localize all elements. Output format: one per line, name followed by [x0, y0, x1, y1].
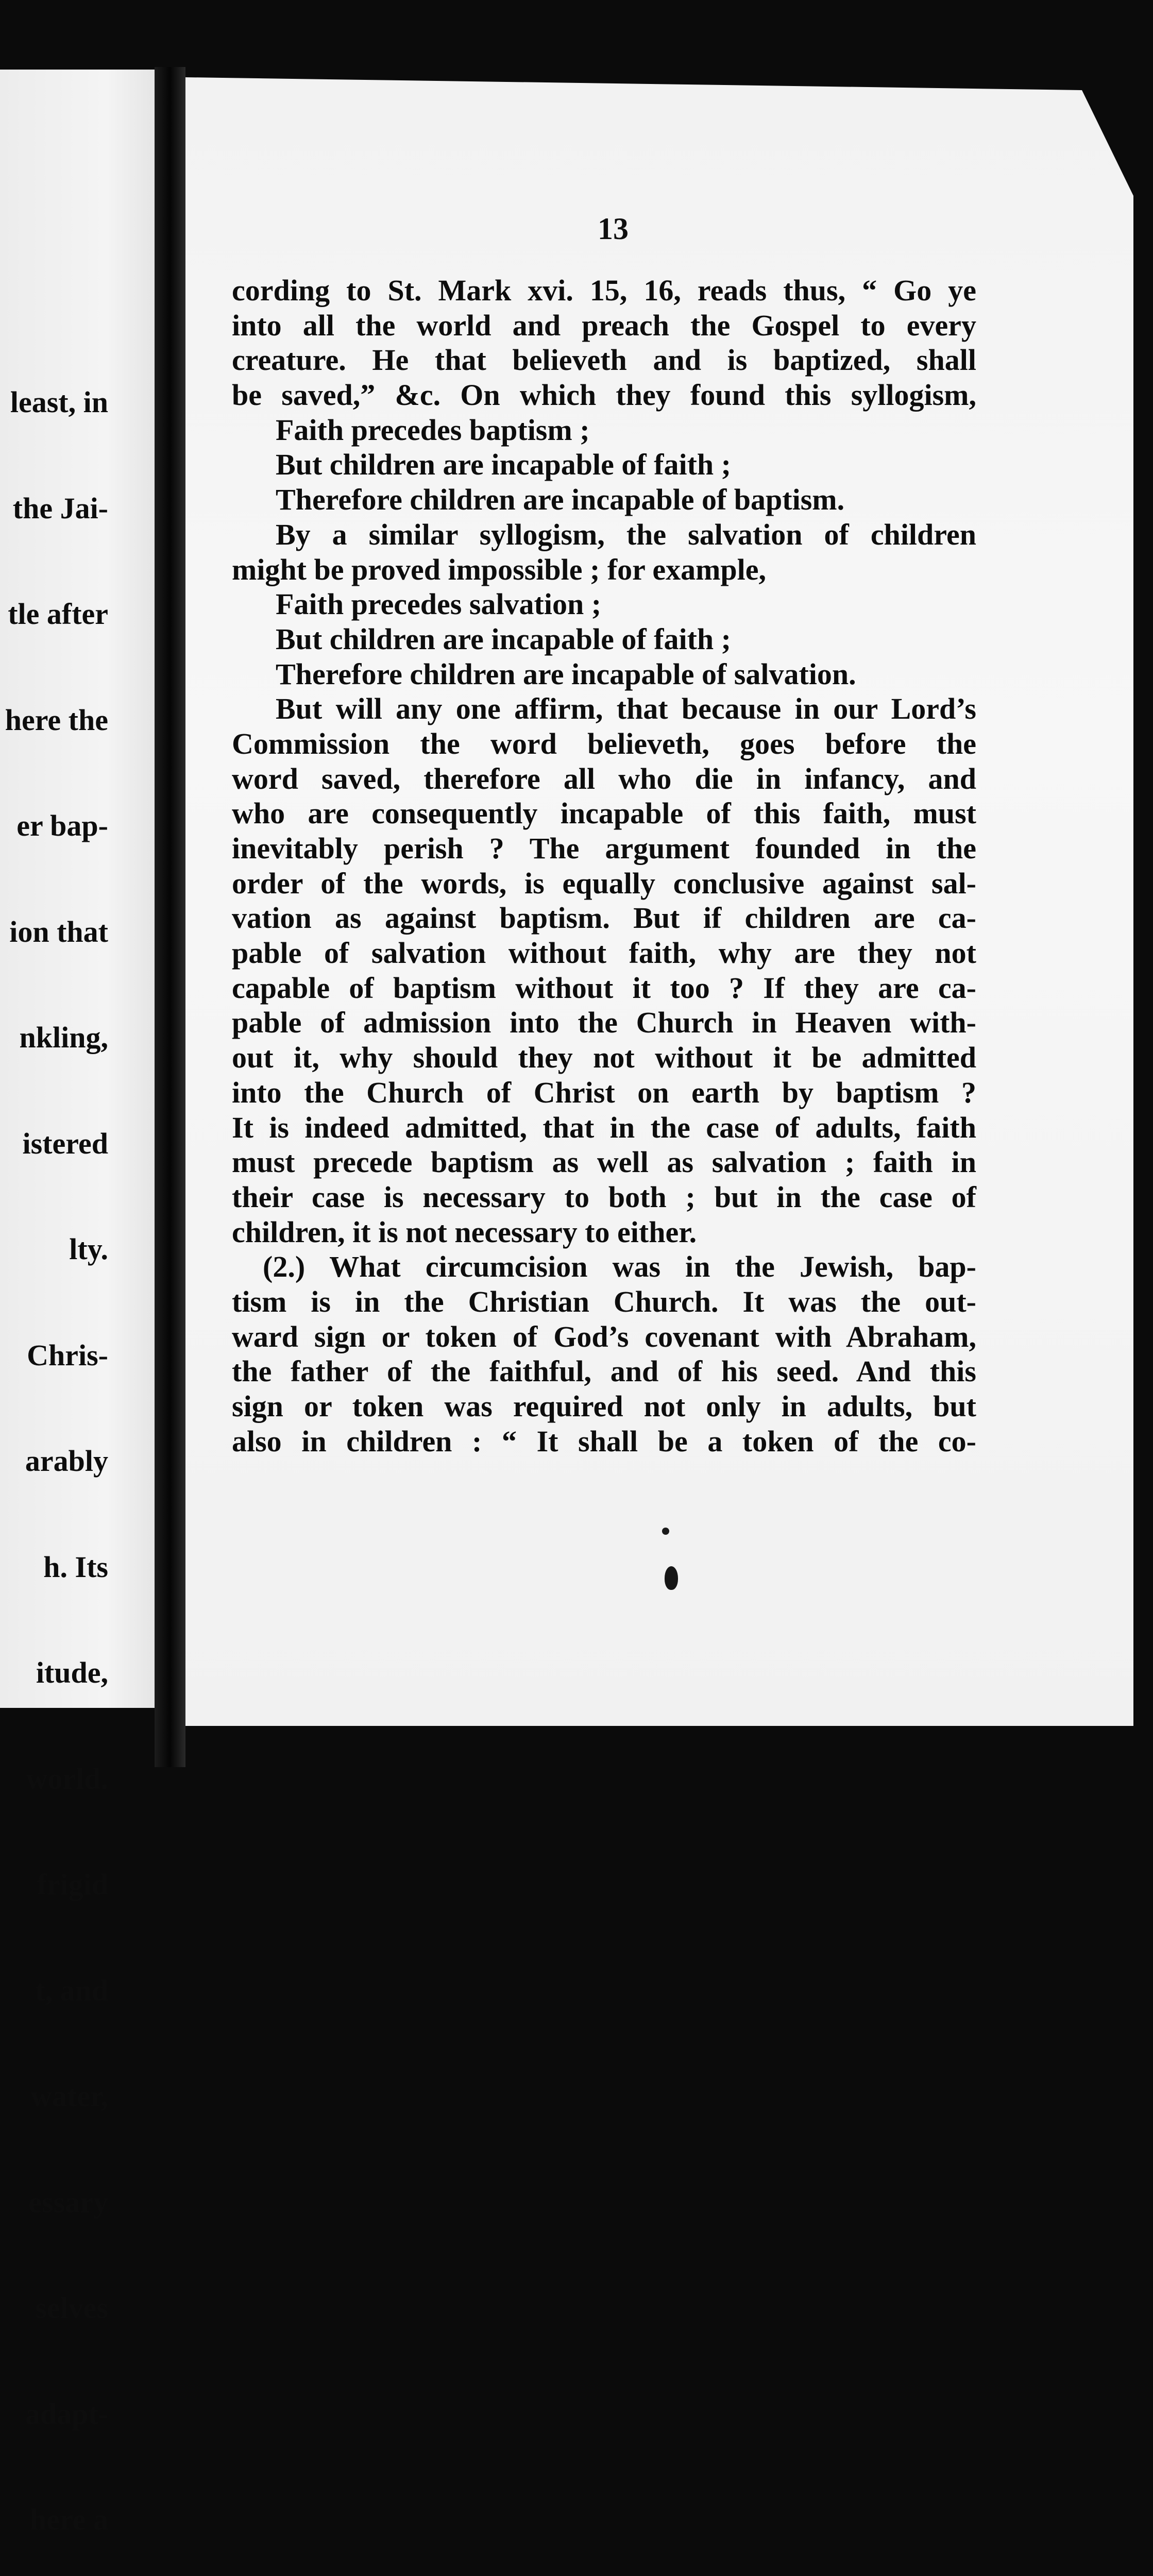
text-line: into all the world and preach the Gospel to every — [232, 308, 976, 342]
left-fragment: here the — [5, 703, 108, 737]
left-fragment: tle after — [8, 597, 108, 631]
text-line: order of the words, is equally conclusive against sal- — [232, 866, 976, 900]
syllogism-line: Therefore children are incapable of baptism. — [276, 483, 845, 517]
text-line: sign or token was required not only in adults, but — [232, 1389, 976, 1423]
syllogism-line: Faith precedes baptism ; — [276, 413, 590, 447]
left-fragment: ion that — [9, 914, 108, 948]
text-line: By a similar syllogism, the salvation of children — [276, 517, 976, 551]
syllogism-line: Faith precedes salvation ; — [276, 587, 602, 621]
text-line: also in children : “ It shall be a token of the co- — [232, 1424, 976, 1458]
left-page — [0, 70, 178, 2536]
text-line: pable of admission into the Church in Heaven with- — [232, 1006, 976, 1040]
text-line: out it, why should they not without it be admitted — [232, 1041, 976, 1075]
left-fragment: h. Its — [43, 1550, 108, 1584]
ink-spot — [665, 1566, 678, 1590]
text-line: who are consequently incapable of this faith, must — [232, 796, 976, 831]
text-line: into the Church of Christ on earth by baptism ? — [232, 1075, 976, 1109]
left-fragment: essary — [28, 2185, 108, 2219]
left-fragment: water, — [30, 2079, 108, 2113]
text-line: pable of salvation without faith, why are they not — [232, 936, 976, 970]
syllogism-line: Therefore children are incapable of salvation. — [276, 657, 856, 691]
left-fragment: istered — [22, 1126, 108, 1160]
text-line: tism is in the Christian Church. It was the out- — [232, 1284, 976, 1318]
text-line: the father of the faithful, and of his seed. And this — [232, 1354, 976, 1388]
text-line: be saved,” &c. On which they found this syllogism, — [232, 378, 976, 412]
text-line: cording to St. Mark xvi. 15, 16, reads thus, “ Go ye — [232, 274, 976, 307]
left-page-text — [5, 314, 108, 2576]
text-line: word saved, therefore all who die in infancy, and — [232, 761, 976, 795]
left-fragment: t, and — [35, 1973, 108, 2007]
text-line: their case is necessary to both ; but in the case of — [232, 1180, 976, 1214]
text-line: might be proved impossible ; for example, — [232, 552, 767, 586]
text-line: It is indeed admitted, that in the case of adults, faith — [232, 1110, 976, 1144]
ink-spot — [662, 1528, 669, 1535]
text-line: vation as against baptism. But if children are ca- — [232, 901, 976, 935]
text-line: inevitably perish ? The argument founded in the — [232, 832, 976, 865]
text-line: But will any one affirm, that because in our Lord’s — [276, 692, 976, 726]
syllogism-line: But children are incapable of faith ; — [276, 622, 731, 656]
left-fragment: nkling, — [19, 1021, 108, 1054]
left-fragment: least, in — [10, 385, 108, 419]
left-fragment: er bap- — [16, 809, 108, 842]
text-line: capable of baptism without it too ? If they are ca- — [232, 971, 976, 1005]
left-fragment: arably — [25, 1444, 108, 1478]
book-gutter — [155, 67, 185, 1767]
left-fragment: world. — [26, 1761, 108, 1795]
left-fragment: lty. — [69, 1232, 108, 1266]
page-body-text — [232, 273, 976, 1459]
left-fragment: frigid — [37, 1868, 108, 1901]
left-fragment: the Jai- — [12, 491, 108, 525]
text-line: must precede baptism as well as salvation ; faith in — [232, 1145, 976, 1179]
text-line: creature. He that believeth and is baptized, shall — [232, 343, 976, 377]
text-line: ward sign or token of God’s covenant with Abraham, — [232, 1319, 976, 1353]
left-fragment: selves — [35, 2291, 108, 2325]
left-fragment: itude, — [36, 1656, 108, 1689]
text-line: (2.) What circumcision was in the Jewish, bap- — [263, 1250, 976, 1284]
left-fragment: Chris- — [27, 1338, 108, 1372]
left-fragment: adapt- — [25, 2397, 108, 2431]
text-line: children, it is not necessary to either. — [232, 1215, 697, 1249]
text-line: Commission the word believeth, goes before the — [232, 726, 976, 760]
left-fragment: here a — [30, 2503, 108, 2536]
page-number: 13 — [598, 212, 629, 246]
syllogism-line: But children are incapable of faith ; — [276, 448, 731, 482]
